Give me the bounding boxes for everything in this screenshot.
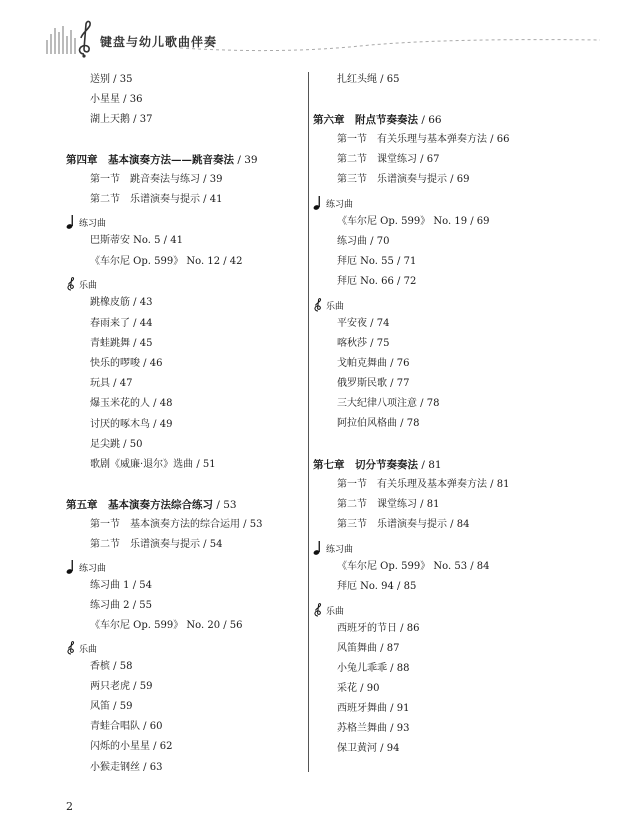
toc-entry: 拜厄 No. 66 / 72 [337, 276, 417, 287]
toc-section-entry: 第二节 课堂练习 / 67 [337, 154, 440, 165]
chapter-title: 第七章 切分节奏奏法 [313, 459, 418, 471]
toc-entry: 《车尔尼 Op. 599》 No. 20 / 56 [90, 620, 243, 631]
toc-entry: 爆玉米花的人 / 48 [90, 398, 173, 409]
toc-entry: 《车尔尼 Op. 599》 No. 53 / 84 [337, 561, 490, 572]
column-divider [308, 72, 309, 772]
toc-entry: 保卫黄河 / 94 [337, 743, 400, 754]
section-label-pieces [313, 298, 344, 313]
treble-clef-icon [66, 641, 76, 655]
toc-entry: 苏格兰舞曲 / 93 [337, 723, 410, 734]
toc-section-entry: 第一节 基本演奏方法的综合运用 / 53 [90, 519, 263, 530]
section-label-text: 练习曲 [326, 545, 354, 555]
toc-entry: 足尖跳 / 50 [90, 439, 143, 450]
toc-entry: 玩具 / 47 [90, 378, 133, 389]
page-header [0, 0, 623, 60]
piano-clef-logo-icon [44, 18, 100, 58]
section-label-text: 练习曲 [79, 564, 107, 574]
quarter-note-icon [313, 541, 323, 555]
chapter-page: / 39 [234, 154, 258, 166]
toc-entry: 拜厄 No. 94 / 85 [337, 581, 417, 592]
section-label-text: 练习曲 [79, 219, 107, 229]
section-label-text: 乐曲 [79, 645, 98, 655]
toc-section-entry: 第一节 跳音奏法与练习 / 39 [90, 174, 223, 185]
toc-entry: 戈帕克舞曲 / 76 [337, 358, 410, 369]
toc-entry: 西班牙的节日 / 86 [337, 623, 420, 634]
toc-entry: 风笛舞曲 / 87 [337, 643, 400, 654]
section-label-pieces [66, 641, 97, 656]
section-label-text: 乐曲 [326, 302, 345, 312]
toc-entry: 跳橡皮筋 / 43 [90, 297, 153, 308]
toc-entry: 练习曲 2 / 55 [90, 600, 152, 611]
toc-entry: 湖上天鹅 / 37 [90, 114, 153, 125]
chapter-heading [66, 154, 258, 166]
header-wave-line [100, 30, 600, 60]
quarter-note-icon [66, 215, 76, 229]
toc-entry: 青蛙跳舞 / 45 [90, 338, 153, 349]
toc-entry: 《车尔尼 Op. 599》 No. 19 / 69 [337, 216, 490, 227]
toc-entry: 两只老虎 / 59 [90, 681, 153, 692]
section-label-text: 乐曲 [79, 281, 98, 291]
toc-entry: 小兔儿乖乖 / 88 [337, 663, 410, 674]
section-label-text: 练习曲 [326, 200, 354, 210]
toc-entry: 讨厌的啄木鸟 / 49 [90, 419, 173, 430]
section-label-etudes [66, 560, 106, 575]
toc-entry: 小星星 / 36 [90, 94, 143, 105]
toc-section-entry: 第一节 有关乐理及基本弹奏方法 / 81 [337, 479, 510, 490]
toc-entry: 练习曲 / 70 [337, 236, 390, 247]
toc-entry: 青蛙合唱队 / 60 [90, 721, 163, 732]
toc-entry: 练习曲 1 / 54 [90, 580, 152, 591]
toc-entry: 采花 / 90 [337, 683, 380, 694]
section-label-pieces [313, 603, 344, 618]
chapter-page: / 53 [213, 499, 237, 511]
chapter-title: 第四章 基本演奏方法——跳音奏法 [66, 154, 234, 166]
toc-entry: 送别 / 35 [90, 74, 133, 85]
section-label-pieces [66, 277, 97, 292]
page-number: 2 [66, 800, 73, 813]
toc-section-entry: 第二节 乐谱演奏与提示 / 54 [90, 539, 223, 550]
chapter-title: 第五章 基本演奏方法综合练习 [66, 499, 213, 511]
chapter-heading [313, 459, 442, 471]
toc-entry: 巴斯蒂安 No. 5 / 41 [90, 235, 183, 246]
toc-entry: 喀秋莎 / 75 [337, 338, 390, 349]
section-label-etudes [313, 196, 353, 211]
toc-section-entry: 第一节 有关乐理与基本弹奏方法 / 66 [337, 134, 510, 145]
toc-entry: 香槟 / 58 [90, 661, 133, 672]
treble-clef-icon [66, 277, 76, 291]
toc-entry: 阿拉伯风格曲 / 78 [337, 418, 420, 429]
section-label-etudes [313, 541, 353, 556]
quarter-note-icon [66, 560, 76, 574]
toc-section-entry: 第三节 乐谱演奏与提示 / 69 [337, 174, 470, 185]
section-label-text: 乐曲 [326, 607, 345, 617]
treble-clef-icon [313, 603, 323, 617]
treble-clef-icon [313, 298, 323, 312]
toc-entry: 春雨来了 / 44 [90, 318, 153, 329]
toc-entry: 风笛 / 59 [90, 701, 133, 712]
chapter-heading [66, 499, 237, 511]
chapter-page: / 81 [418, 459, 442, 471]
toc-section-entry: 第二节 课堂练习 / 81 [337, 499, 440, 510]
toc-section-entry: 第三节 乐谱演奏与提示 / 84 [337, 519, 470, 530]
quarter-note-icon [313, 196, 323, 210]
header-title: 键盘与幼儿歌曲伴奏 [100, 35, 218, 49]
toc-section-entry: 第二节 乐谱演奏与提示 / 41 [90, 194, 223, 205]
toc-entry: 拜厄 No. 55 / 71 [337, 256, 417, 267]
chapter-title: 第六章 附点节奏奏法 [313, 114, 418, 126]
toc-entry: 平安夜 / 74 [337, 318, 390, 329]
chapter-page: / 66 [418, 114, 442, 126]
toc-entry: 俄罗斯民歌 / 77 [337, 378, 410, 389]
chapter-heading [313, 114, 442, 126]
toc-entry: 快乐的啰唆 / 46 [90, 358, 163, 369]
toc-entry: 《车尔尼 Op. 599》 No. 12 / 42 [90, 256, 243, 267]
toc-entry: 三大纪律八项注意 / 78 [337, 398, 440, 409]
toc-entry: 扎红头绳 / 65 [337, 74, 400, 85]
section-label-etudes [66, 215, 106, 230]
toc-entry: 小猴走钢丝 / 63 [90, 762, 163, 773]
toc-entry: 西班牙舞曲 / 91 [337, 703, 410, 714]
toc-entry: 歌剧《威廉·退尔》选曲 / 51 [90, 459, 216, 470]
toc-entry: 闪烁的小星星 / 62 [90, 741, 173, 752]
